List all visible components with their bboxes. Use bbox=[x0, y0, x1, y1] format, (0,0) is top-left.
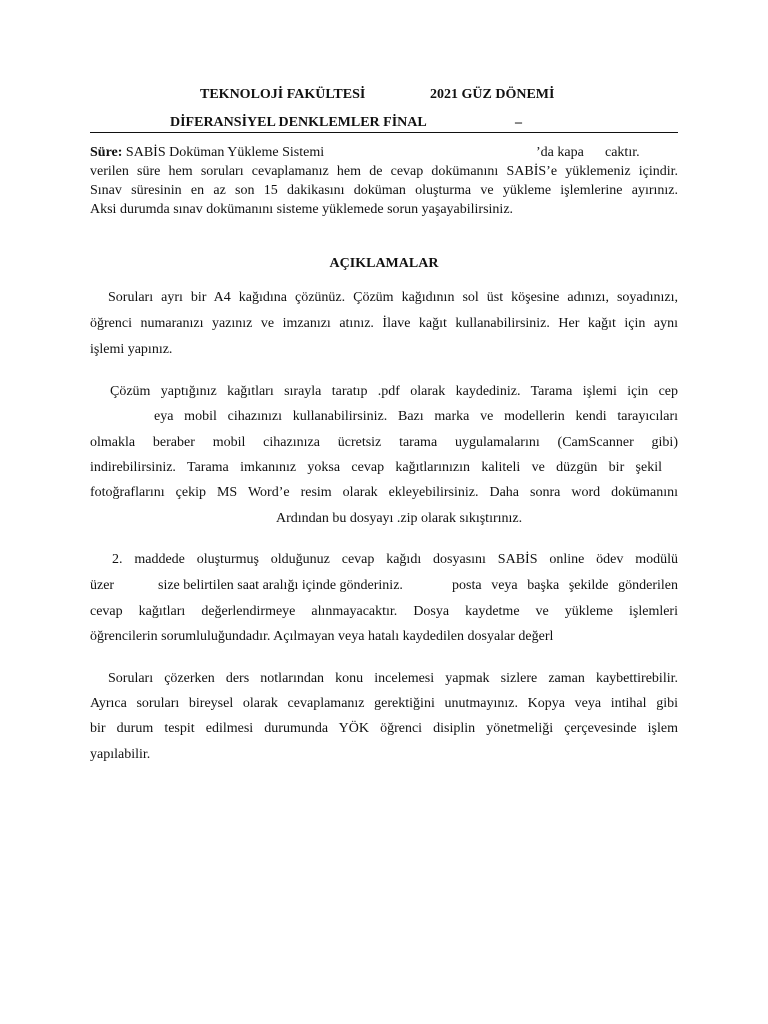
para3-line-1: 2. maddede oluşturmuş olduğunuz cevap kağıdı dosyasını SABİS online ödev modülü bbox=[112, 552, 678, 567]
duration-label: Süre: bbox=[90, 145, 123, 160]
para3-line-3: cevap kağıtları değerlendirmeye alınmayacaktır. Dosya kaydetme ve yükleme işlemleri bbox=[90, 604, 678, 619]
course-heading-dash: – bbox=[515, 115, 522, 130]
para2-line-4: indirebilirsiniz. Tarama imkanınız yoksa cevap kağıtlarınızın kaliteli ve düzgün bir şekil bbox=[90, 460, 662, 475]
para1-line-2: öğrenci numaranızı yazınız ve imzanızı atınız. İlave kağıt kullanabilirsiniz. Her kağıt için aynı bbox=[90, 316, 678, 331]
para4-line-4: yapılabilir. bbox=[90, 747, 151, 762]
para1-line-1: Soruları ayrı bir A4 kağıdına çözünüz. Çözüm kağıdının sol üst köşesine adınızı, soyadınızı, bbox=[108, 290, 678, 305]
para2-line-1: Çözüm yaptığınız kağıtları sırayla taratıp .pdf olarak kaydediniz. Tarama işlemi için cep bbox=[110, 384, 678, 399]
duration-line-4: Aksi durumda sınav dokümanını sisteme yüklemede sorun yaşayabilirsiniz. bbox=[90, 202, 514, 217]
faculty-heading: TEKNOLOJİ FAKÜLTESİ bbox=[200, 87, 366, 102]
term-heading: 2021 GÜZ DÖNEMİ bbox=[430, 87, 555, 102]
para3-line-2a: üzer bbox=[90, 578, 115, 593]
para2-line-2: eya mobil cihazınızı kullanabilirsiniz. Bazı marka ve modellerin kendi tarayıcıları bbox=[154, 409, 678, 424]
para3-line-2b: size belirtilen saat aralığı içinde gönderiniz. bbox=[158, 578, 403, 593]
duration-text-a: SABİS Doküman Yükleme Sistemi bbox=[125, 145, 325, 160]
para4-line-1: Soruları çözerken ders notlarından konu incelemesi yapmak sizlere zaman kaybettirebilir. bbox=[108, 671, 678, 686]
para2-line-5: fotoğraflarını çekip MS Word’e resim olarak ekleyebilirsiniz. Daha sonra word dokümanını bbox=[90, 485, 678, 500]
para1-line-3: işlemi yapınız. bbox=[90, 342, 173, 357]
para3-line-2c: posta veya başka şekilde gönderilen bbox=[452, 578, 678, 593]
para4-line-3: bir durum tespit edilmesi durumunda YÖK öğrenci disiplin yönetmeliği çerçevesinde işlem bbox=[90, 721, 678, 736]
para2-line-3: olmakla beraber mobil cihazınıza ücretsiz tarama uygulamalarını (CamScanner gibi) bbox=[90, 435, 678, 450]
duration-text-b: ’da kapa bbox=[536, 145, 584, 160]
duration-line-1 bbox=[90, 145, 324, 161]
para4-line-2: Ayrıca soruları bireysel olarak cevaplamanız gerektiğini unutmayınız. Kopya veya intihal gibi bbox=[90, 696, 678, 711]
duration-text-c: caktır. bbox=[605, 145, 640, 160]
para3-line-4: öğrencilerin sorumluluğundadır. Açılmayan veya hatalı kaydedilen dosyalar değerl bbox=[90, 629, 554, 644]
header-divider bbox=[90, 132, 678, 133]
duration-line-2: verilen süre hem soruları cevaplamanız hem de cevap dokümanını SABİS’e yüklemeniz içindir. bbox=[90, 164, 678, 179]
section-title: AÇIKLAMALAR bbox=[329, 256, 439, 271]
duration-line-3: Sınav süresinin en az son 15 dakikasını doküman oluşturma ve yükleme işlemlerine ayırınız. bbox=[90, 183, 678, 198]
para2-line-6: Ardından bu dosyayı .zip olarak sıkıştırınız. bbox=[276, 511, 523, 526]
course-heading: DİFERANSİYEL DENKLEMLER FİNAL bbox=[170, 115, 427, 130]
